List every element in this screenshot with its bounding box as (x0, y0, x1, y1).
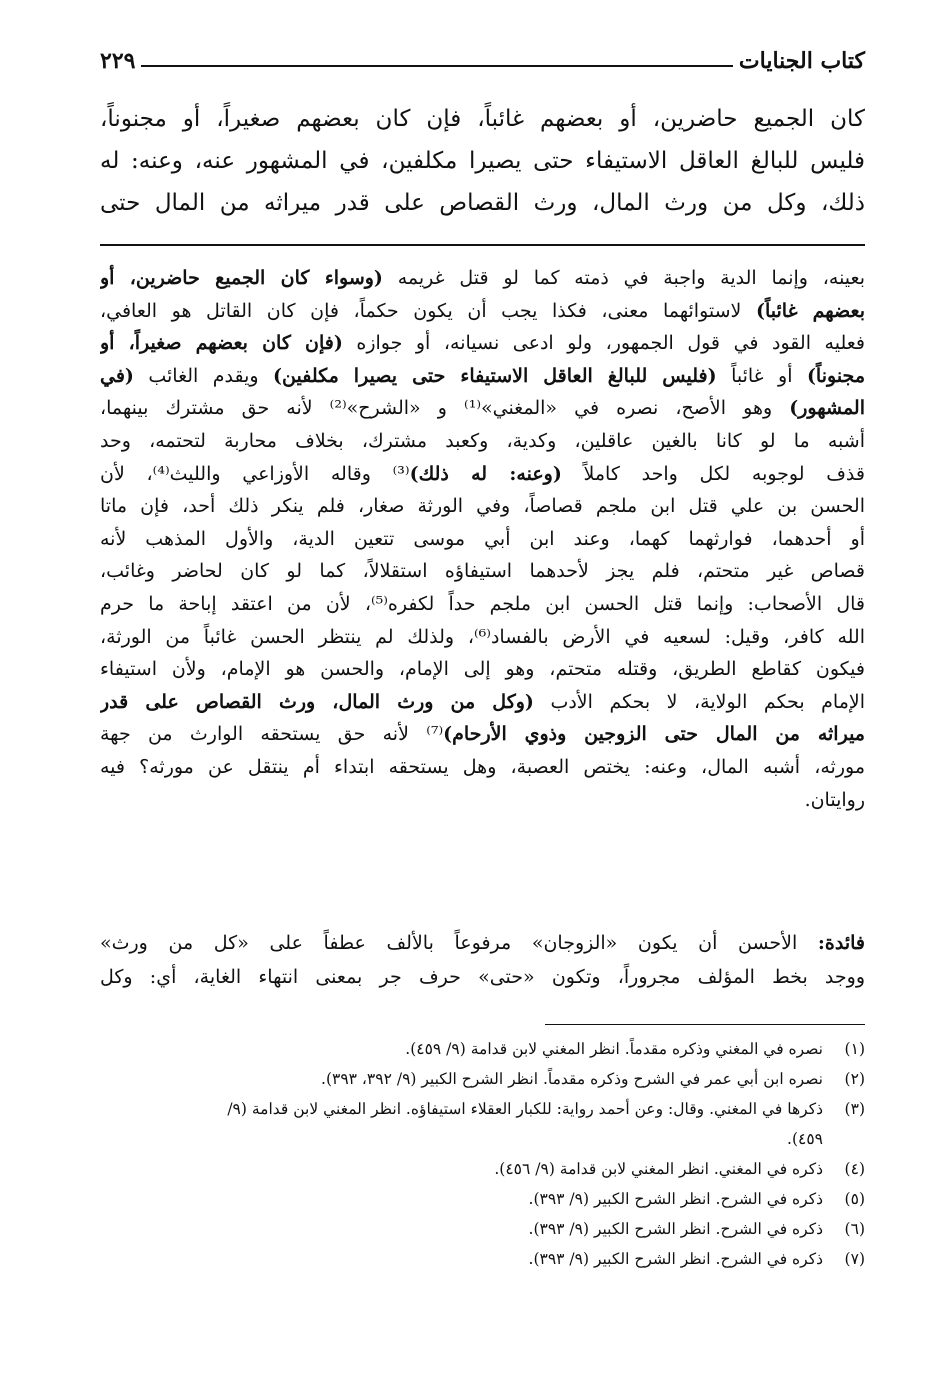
footnote-text-line: ذكره في الشرح. انظر الشرح الكبير (٩/ ٣٩٣). (528, 1250, 823, 1268)
footnote (100, 1214, 865, 1244)
text-run: ويقدم الغائب (133, 364, 274, 387)
bold-quoted-text: المشهور) (789, 397, 865, 420)
footnote-number: (١) (844, 1040, 865, 1058)
bold-quoted-text: (فإن كان بعضهم صغيراً، أو (100, 332, 343, 355)
footnote-number: (٧) (844, 1250, 865, 1268)
text-run: أو غائباً (716, 364, 807, 387)
bold-quoted-text: (وسواء كان الجميع حاضرين، أو (100, 267, 383, 289)
commentary-line (100, 653, 865, 686)
text-run: أشبه ما لو كانا بالغين عاقلين، وكدية، وكعبد مشترك، بخلاف محاربة لتحتمه، وحد (100, 429, 865, 452)
header-rule (141, 65, 732, 67)
text-run: الأحسن أن يكون «الزوجان» مرفوعاً بالألف عطفاً على «كل من ورث» (100, 932, 818, 954)
benefit-line (100, 926, 865, 960)
footnote-text (100, 1214, 823, 1244)
page-number: ٢٢٩ (100, 48, 136, 74)
commentary-line (100, 588, 865, 621)
commentary (100, 262, 865, 816)
bold-quoted-text: (في (100, 364, 134, 387)
text-run: الله كافر، وقيل: لسعيه في الأرض بالفساد⁽⁶⁾، ولذلك لم ينتظر الحسن غائباً من الورثة، (100, 625, 865, 648)
footnote-text-line: ذكرها في المغني. وقال: وعن أحمد رواية: للكبار العقلاء استيفاؤه. انظر المغني لابن قدامة (٩/ (227, 1100, 823, 1118)
commentary-line (100, 425, 865, 458)
footnote-text (100, 1244, 823, 1274)
text-run: فيكون كقاطع الطريق، وقتله متحتم، وهو إلى الإمام، والحسن هو الإمام، ولأن استيفاء (100, 658, 865, 681)
bold-quoted-text: بعضهم غائباً) (755, 299, 865, 322)
text-run: ⁽⁷⁾ لأنه حق يستحقه الوارث من جهة (100, 723, 444, 746)
commentary-line (100, 621, 865, 654)
text-run: ⁽³⁾ وقاله الأوزاعي والليث⁽⁴⁾، لأن (100, 462, 410, 485)
footnote-text (100, 1154, 823, 1184)
footnote (100, 1094, 865, 1154)
bold-quoted-text: (فليس للبالغ العاقل الاستيفاء حتى يصيرا مكلفين) (273, 364, 717, 387)
footnote (100, 1064, 865, 1094)
commentary-line (100, 751, 865, 784)
commentary-line (100, 458, 865, 491)
footnote-number: (٣) (844, 1100, 865, 1118)
footnote-divider (545, 1024, 865, 1025)
benefit-note (100, 926, 865, 994)
text-run: أو أحدهما، فوارثهما كهما، وعند ابن أبي موسى تتعين الدية، والأول المذهب لأنه (100, 527, 865, 550)
text-run: روايتان. (804, 788, 865, 811)
main-text (100, 98, 865, 224)
footnote-text-line: ذكره في الشرح. انظر الشرح الكبير (٩/ ٣٩٣). (528, 1190, 823, 1208)
bold-quoted-text: ميراثه من المال حتى الزوجين وذوي الأرحام) (443, 723, 865, 746)
main-text-line: كان الجميع حاضرين، أو بعضهم غائباً، فإن كان بعضهم صغيراً، أو مجنوناً، (100, 106, 865, 132)
text-run: قصاص غير متحتم، فلم يجز لأحدهما استيفاؤه استقلالاً، كما لو كان لحاضر وغائب، (100, 560, 865, 583)
commentary-line (100, 262, 865, 295)
commentary-line (100, 718, 865, 751)
commentary-line (100, 490, 865, 523)
text-run: قذف لوجوبه لكل واحد كاملاً (561, 462, 865, 485)
footnote-number: (٥) (844, 1190, 865, 1208)
book-chapter-title: كتاب الجنايات (738, 48, 865, 74)
commentary-line (100, 327, 865, 360)
footnote-number: (٤) (844, 1160, 865, 1178)
text-run: وهو الأصح، نصره في «المغني»⁽¹⁾ و «الشرح»⁽²⁾ لأنه حق مشترك بينهما، (100, 397, 790, 420)
text-run: بعينه، وإنما الدية واجبة في ذمته كما لو قتل غريمه (382, 267, 865, 289)
text-run: الإمام بحكم الولاية، لا بحكم الأدب (533, 690, 865, 713)
benefit-line (100, 960, 865, 994)
text-run: ووجد بخط المؤلف مجروراً، وتكون «حتى» حرف جر بمعنى انتهاء الغاية، أي: وكل (100, 966, 865, 988)
running-header (100, 40, 865, 74)
text-run: فعليه القود في قول الجمهور، ولو ادعى نسيانه، أو جوازه (342, 332, 865, 355)
commentary-line (100, 295, 865, 328)
text-run: مورثه، أشبه المال، وعنه: يختص العصبة، وهل يستحقه ابتداء أم ينتقل عن مورثه؟ فيه (100, 755, 865, 778)
footnote-number: (٢) (844, 1070, 865, 1088)
bold-quoted-text: فائدة: (817, 932, 865, 954)
bold-quoted-text: (وكل من ورث المال، ورث القصاص على قدر (100, 690, 534, 713)
commentary-line (100, 686, 865, 719)
commentary-line (100, 360, 865, 393)
main-text-line: ذلك، وكل من ورث المال، ورث القصاص على قدر ميراثه من المال حتى (100, 190, 865, 216)
footnote-text (100, 1094, 823, 1154)
footnote-text-line: ذكره في الشرح. انظر الشرح الكبير (٩/ ٣٩٣). (528, 1220, 823, 1238)
commentary-line (100, 555, 865, 588)
text-run: قال الأصحاب: وإنما قتل الحسن ابن ملجم حداً لكفره⁽⁵⁾، لأن من اعتقد إباحة ما حرم (100, 592, 865, 615)
bold-quoted-text: مجنوناً) (806, 364, 865, 387)
bold-quoted-text: (وعنه: له ذلك) (409, 462, 562, 485)
footnote-text-line: نصره ابن أبي عمر في الشرح وذكره مقدماً. انظر الشرح الكبير (٩/ ٣٩٢، ٣٩٣). (321, 1070, 823, 1088)
text-commentary-divider (100, 244, 865, 246)
footnote-text-line: ذكره في المغني. انظر المغني لابن قدامة (٩/ ٤٥٦). (494, 1160, 823, 1178)
footnotes (100, 1034, 865, 1274)
footnote-text-line: ٤٥٩). (787, 1130, 823, 1148)
text-run: لاستوائهما معنى، فكذا يجب أن يكون حكماً، فإن كان القاتل هو العافي، (100, 299, 756, 322)
commentary-line (100, 523, 865, 556)
commentary-line (100, 392, 865, 425)
commentary-line (100, 784, 865, 817)
footnote (100, 1034, 865, 1064)
footnote (100, 1154, 865, 1184)
footnote (100, 1184, 865, 1214)
footnote-text (100, 1184, 823, 1214)
footnote-number: (٦) (844, 1220, 865, 1238)
main-text-line: فليس للبالغ العاقل الاستيفاء حتى يصيرا مكلفين، في المشهور عنه، وعنه: له (100, 148, 865, 174)
footnote-text (100, 1064, 823, 1094)
footnote (100, 1244, 865, 1274)
footnote-text (100, 1034, 823, 1064)
text-run: الحسن بن علي قتل ابن ملجم قصاصاً، وفي الورثة صغار، فلم ينكر ذلك أحد، فإن ماتا (100, 495, 865, 518)
footnote-text-line: نصره في المغني وذكره مقدماً. انظر المغني لابن قدامة (٩/ ٤٥٩). (405, 1040, 823, 1058)
